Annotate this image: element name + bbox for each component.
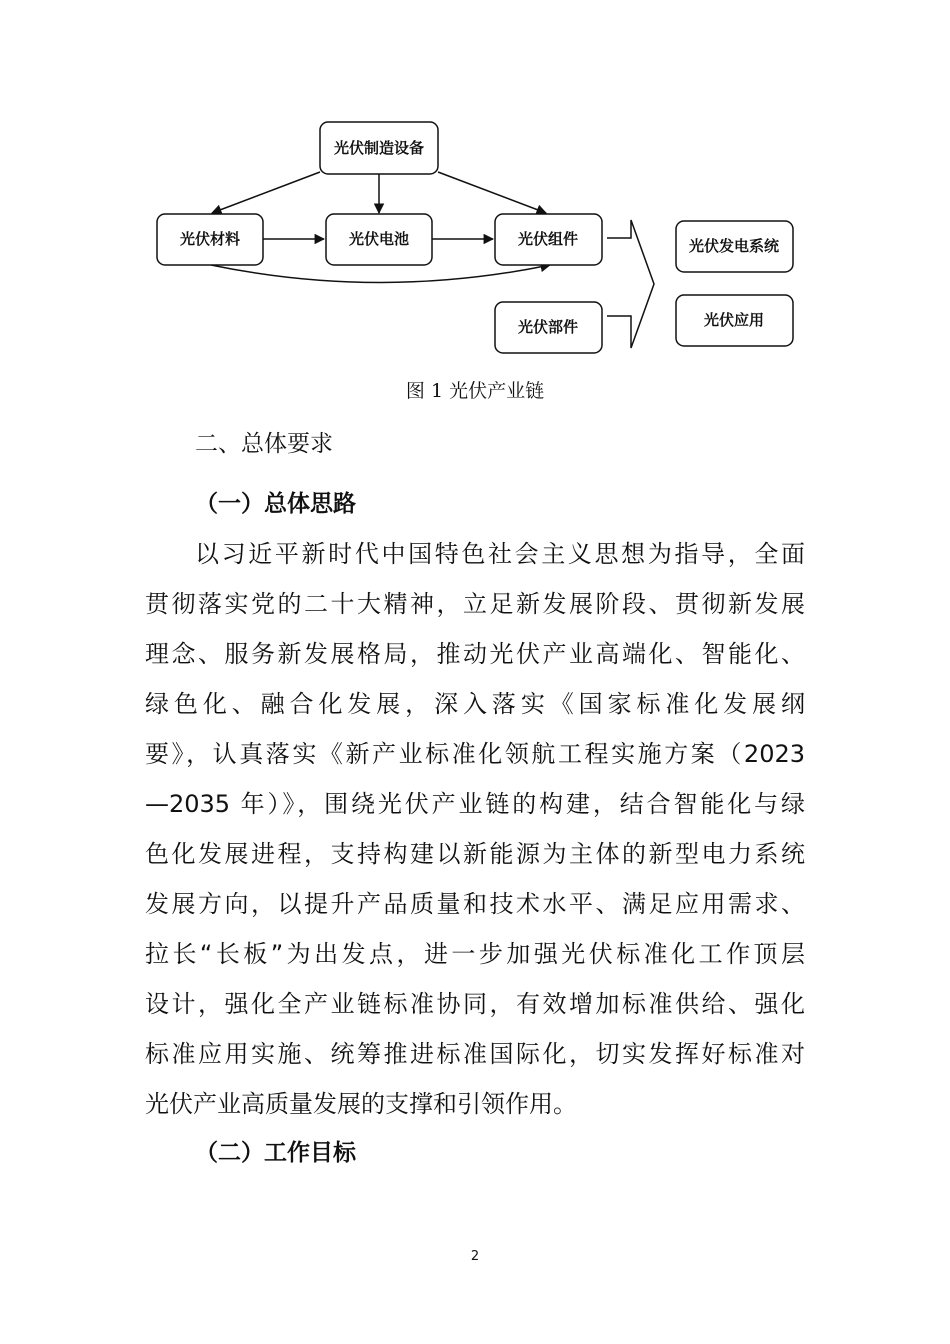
node-parts-label: 光伏部件 <box>517 318 579 336</box>
node-battery-label: 光伏电池 <box>348 230 410 248</box>
node-materials-label: 光伏材料 <box>179 230 241 248</box>
arrow-equipment-to-module <box>438 172 546 213</box>
paragraph-line: 发展方向，以提升产品质量和技术水平、满足应用需求、 <box>145 890 805 918</box>
industry-chain-diagram <box>0 0 950 370</box>
page-number: 2 <box>470 1249 480 1264</box>
node-equipment-label: 光伏制造设备 <box>333 139 425 157</box>
node-power-system-label: 光伏发电系统 <box>688 237 780 255</box>
section-heading: 二、总体要求 <box>195 431 333 457</box>
paragraph-line: 以习近平新时代中国特色社会主义思想为指导，全面 <box>195 540 805 568</box>
paragraph-line: 绿色化、融合化发展，深入落实《国家标准化发展纲 <box>145 690 805 718</box>
subsection-heading-1: （一）总体思路 <box>195 491 356 517</box>
paragraph-line: 拉长“长板”为出发点，进一步加强光伏标准化工作顶层 <box>145 940 805 968</box>
paragraph-line: 光伏产业高质量发展的支撑和引领作用。 <box>145 1090 577 1118</box>
paragraph-line: 设计，强化全产业链标准协同，有效增加标准供给、强化 <box>145 990 805 1018</box>
node-module-label: 光伏组件 <box>517 230 579 248</box>
subsection-heading-2: （二）工作目标 <box>195 1140 356 1166</box>
paragraph-line: 色化发展进程，支持构建以新能源为主体的新型电力系统 <box>145 840 805 868</box>
paragraph-line: 标准应用实施、统筹推进标准国际化，切实发挥好标准对 <box>145 1040 805 1068</box>
paragraph-line: 贯彻落实党的二十大精神，立足新发展阶段、贯彻新发展 <box>145 590 805 618</box>
arrow-materials-to-module-curve <box>211 265 550 283</box>
paragraph-line: 要》，认真落实《新产业标准化领航工程实施方案（2023 <box>145 740 805 768</box>
node-application-label: 光伏应用 <box>703 311 765 329</box>
figure-caption: 图 1 光伏产业链 <box>405 380 545 402</box>
arrow-equipment-to-materials <box>212 172 320 213</box>
big-hollow-arrow <box>607 220 654 348</box>
paragraph-line: —2035 年）》，围绕光伏产业链的构建，结合智能化与绿 <box>145 790 805 818</box>
paragraph-line: 理念、服务新发展格局，推动光伏产业高端化、智能化、 <box>145 640 805 668</box>
